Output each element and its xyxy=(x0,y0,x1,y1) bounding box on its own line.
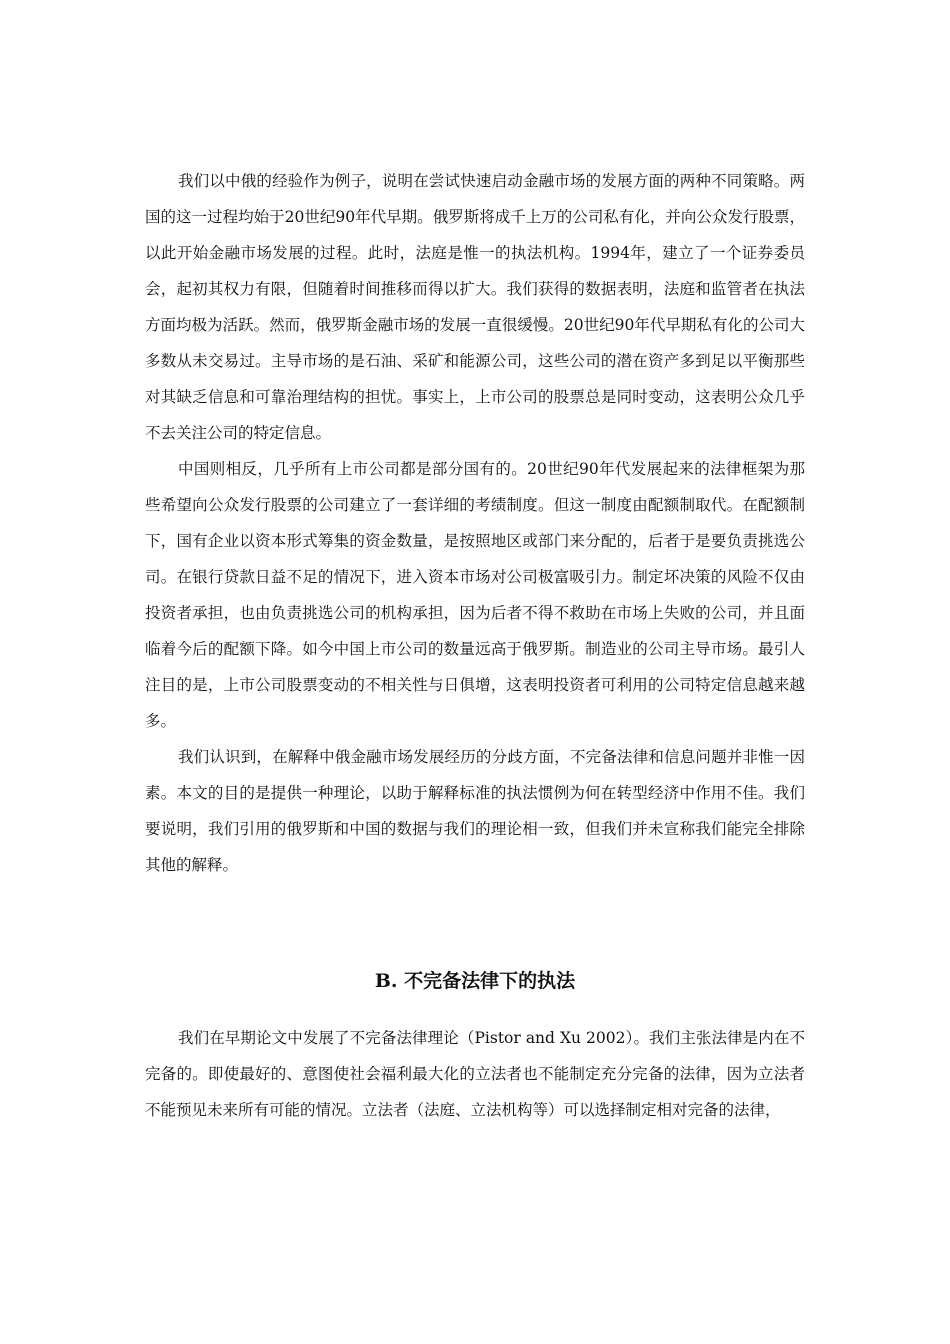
section-b-body xyxy=(145,1020,805,1128)
section-heading: B. 不完备法律下的执法 xyxy=(374,970,576,992)
paragraph-china-russia-intro: 我们以中俄的经验作为例子，说明在尝试快速启动金融市场的发展方面的两种不同策略。两国的这一过程均始于20世纪90年代早期。俄罗斯将成千上万的公司私有化，并向公众发行股票，以此开始金融市场发展的过程。此时，法庭是惟一的执法机构。1994年，建立了一个证券委员会，起初其权力有限，但随着时间推移而得以扩大。我们获得的数据表明，法庭和监管者在执法方面均极为活跃。然而，俄罗斯金融市场的发展一直很缓慢。20世纪90年代早期私有化的公司大多数从未交易过。主导市场的是石油、采矿和能源公司，这些公司的潜在资产多到足以平衡那些对其缺乏信息和可靠治理结构的担忧。事实上，上市公司的股票总是同时变动，这表明公众几乎不去关注公司的特定信息。 xyxy=(145,172,805,442)
section-body xyxy=(145,163,805,883)
paragraph-scope: 我们认识到，在解释中俄金融市场发展经历的分歧方面，不完备法律和信息问题并非惟一因素。本文的目的是提供一种理论，以助于解释标准的执法惯例为何在转型经济中作用不佳。我们要说明，我们引用的俄罗斯和中国的数据与我们的理论相一致，但我们并未宣称我们能完全排除其他的解释。 xyxy=(145,748,805,874)
paragraph-china-contrast: 中国则相反，几乎所有上市公司都是部分国有的。20世纪90年代发展起来的法律框架为那些希望向公众发行股票的公司建立了一套详细的考绩制度。但这一制度由配额制取代。在配额制下，国有企业以资本形式筹集的资金数量，是按照地区或部门来分配的，后者于是要负责挑选公司。在银行贷款日益不足的情况下，进入资本市场对公司极富吸引力。制定坏决策的风险不仅由投资者承担，也由负责挑选公司的机构承担，因为后者不得不救助在市场上失败的公司，并且面临着今后的配额下降。如今中国上市公司的数量远高于俄罗斯。制造业的公司主导市场。最引人注目的是，上市公司股票变动的不相关性与日俱增，这表明投资者可利用的公司特定信息越来越多。 xyxy=(145,460,805,730)
paragraph-incomplete-law: 我们在早期论文中发展了不完备法律理论（Pistor and Xu 2002）。我们主张法律是内在不完备的。即使最好的、意图使社会福利最大化的立法者也不能制定充分完备的法律，因为立法者不能预见未来所有可能的情况。立法者（法庭、立法机构等）可以选择制定相对完备的法律， xyxy=(145,1029,805,1119)
